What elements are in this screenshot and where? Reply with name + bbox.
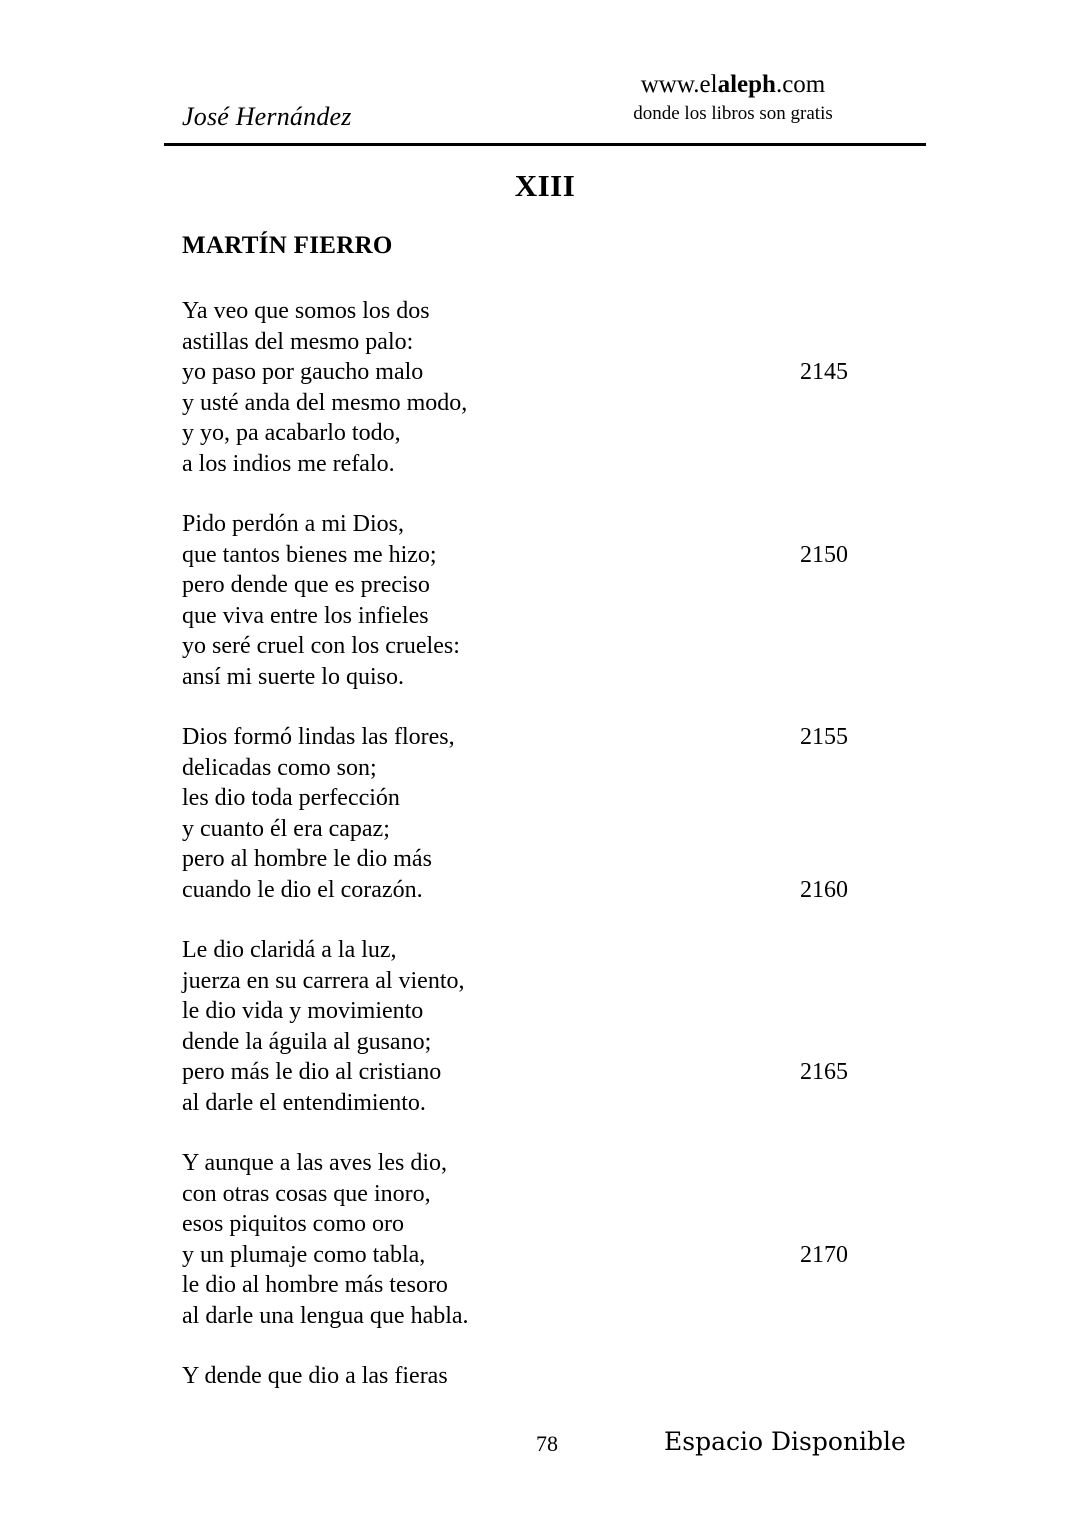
verse-line-number: 2150 (800, 541, 848, 568)
verse-text: y yo, pa acabarlo todo, (182, 420, 401, 446)
verse-line (182, 631, 882, 662)
verse-text: pero más le dio al cristiano (182, 1059, 442, 1085)
verse-line (182, 844, 882, 875)
verse-line (182, 1057, 882, 1088)
verse-text: delicadas como son; (182, 754, 377, 781)
verse-line (182, 1179, 882, 1210)
stanza (182, 935, 882, 1118)
verse-text: y un plumaje como tabla, (182, 1241, 426, 1268)
verse-line (182, 753, 882, 784)
verse-text: a los indios me refalo. (182, 450, 395, 477)
verse-text: pero al hombre le dio más (182, 846, 432, 872)
verse-line (182, 449, 882, 480)
verse-text: yo seré cruel con los crueles: (182, 633, 460, 659)
verse-line (182, 1088, 882, 1119)
poem-body (182, 296, 882, 1422)
publisher-url-brand: aleph (717, 71, 776, 98)
verse-line (182, 1027, 882, 1058)
verse-line (182, 570, 882, 601)
verse-line (182, 327, 882, 358)
verse-text: con otras cosas que inoro, (182, 1180, 431, 1207)
verse-text: ansí mi suerte lo quiso. (182, 663, 404, 690)
verse-text: y usté anda del mesmo modo, (182, 389, 468, 416)
publisher-url-prefix: www.el (640, 71, 718, 98)
verse-line (182, 601, 882, 632)
stanza (182, 296, 882, 479)
verse-text: pero dende que es preciso (182, 572, 430, 598)
stanza (182, 1361, 882, 1392)
verse-line (182, 722, 882, 753)
verse-text: les dio toda perfección (182, 785, 400, 811)
verse-text: que tantos bienes me hizo; (182, 541, 437, 568)
verse-text: cuando le dio el corazón. (182, 876, 423, 903)
verse-text: yo paso por gaucho malo (182, 359, 424, 385)
verse-text: al darle el entendimiento. (182, 1089, 426, 1116)
verse-line-number: 2160 (800, 876, 848, 903)
verse-line-number: 2145 (800, 359, 848, 385)
publisher-url-suffix: .com (775, 71, 826, 98)
verse-line-number: 2170 (800, 1241, 848, 1268)
verse-line (182, 966, 882, 997)
page-header (164, 62, 926, 138)
verse-text: Pido perdón a mi Dios, (182, 511, 404, 537)
footer-note: Espacio Disponible (664, 1427, 906, 1456)
verse-text: le dio al hombre más tesoro (182, 1272, 448, 1298)
page-number: 78 (536, 1431, 558, 1456)
stanza (182, 722, 882, 905)
verse-text: Ya veo que somos los dos (182, 298, 430, 324)
verse-text: Le dio claridá a la luz, (182, 937, 397, 963)
author-name: José Hernández (182, 102, 352, 131)
verse-line (182, 1148, 882, 1179)
verse-text: le dio vida y movimiento (182, 998, 424, 1024)
publisher-url (568, 70, 898, 100)
verse-text: Dios formó lindas las flores, (182, 724, 455, 750)
verse-line (182, 935, 882, 966)
verse-line (182, 1270, 882, 1301)
verse-line (182, 509, 882, 540)
verse-line (182, 662, 882, 693)
page-footer (164, 1425, 926, 1465)
verse-line (182, 814, 882, 845)
publisher-tagline: donde los libros son gratis (633, 103, 833, 124)
verse-text: juerza en su carrera al viento, (182, 967, 465, 994)
verse-line (182, 296, 882, 327)
verse-line (182, 1361, 882, 1392)
verse-line (182, 357, 882, 388)
verse-line (182, 418, 882, 449)
stanza (182, 1148, 882, 1331)
verse-text: esos piquitos como oro (182, 1211, 404, 1237)
stanza (182, 509, 882, 692)
verse-line (182, 996, 882, 1027)
verse-text: astillas del mesmo palo: (182, 328, 414, 355)
verse-text: Y aunque a las aves les dio, (182, 1150, 448, 1176)
header-divider (164, 143, 926, 146)
section-title: MARTÍN FIERRO (182, 232, 393, 259)
verse-line (182, 1240, 882, 1271)
verse-line (182, 1209, 882, 1240)
publisher-block (568, 70, 898, 128)
verse-text: y cuanto él era capaz; (182, 815, 390, 842)
verse-line (182, 783, 882, 814)
verse-text: al darle una lengua que habla. (182, 1302, 469, 1329)
verse-line (182, 388, 882, 419)
verse-line (182, 875, 882, 906)
verse-text: Y dende que dio a las fieras (182, 1363, 448, 1389)
verse-line-number: 2155 (800, 724, 848, 750)
chapter-number: XIII (514, 168, 576, 203)
verse-text: dende la águila al gusano; (182, 1028, 432, 1055)
verse-line (182, 540, 882, 571)
verse-line (182, 1301, 882, 1332)
verse-text: que viva entre los infieles (182, 602, 429, 629)
verse-line-number: 2165 (800, 1059, 848, 1085)
